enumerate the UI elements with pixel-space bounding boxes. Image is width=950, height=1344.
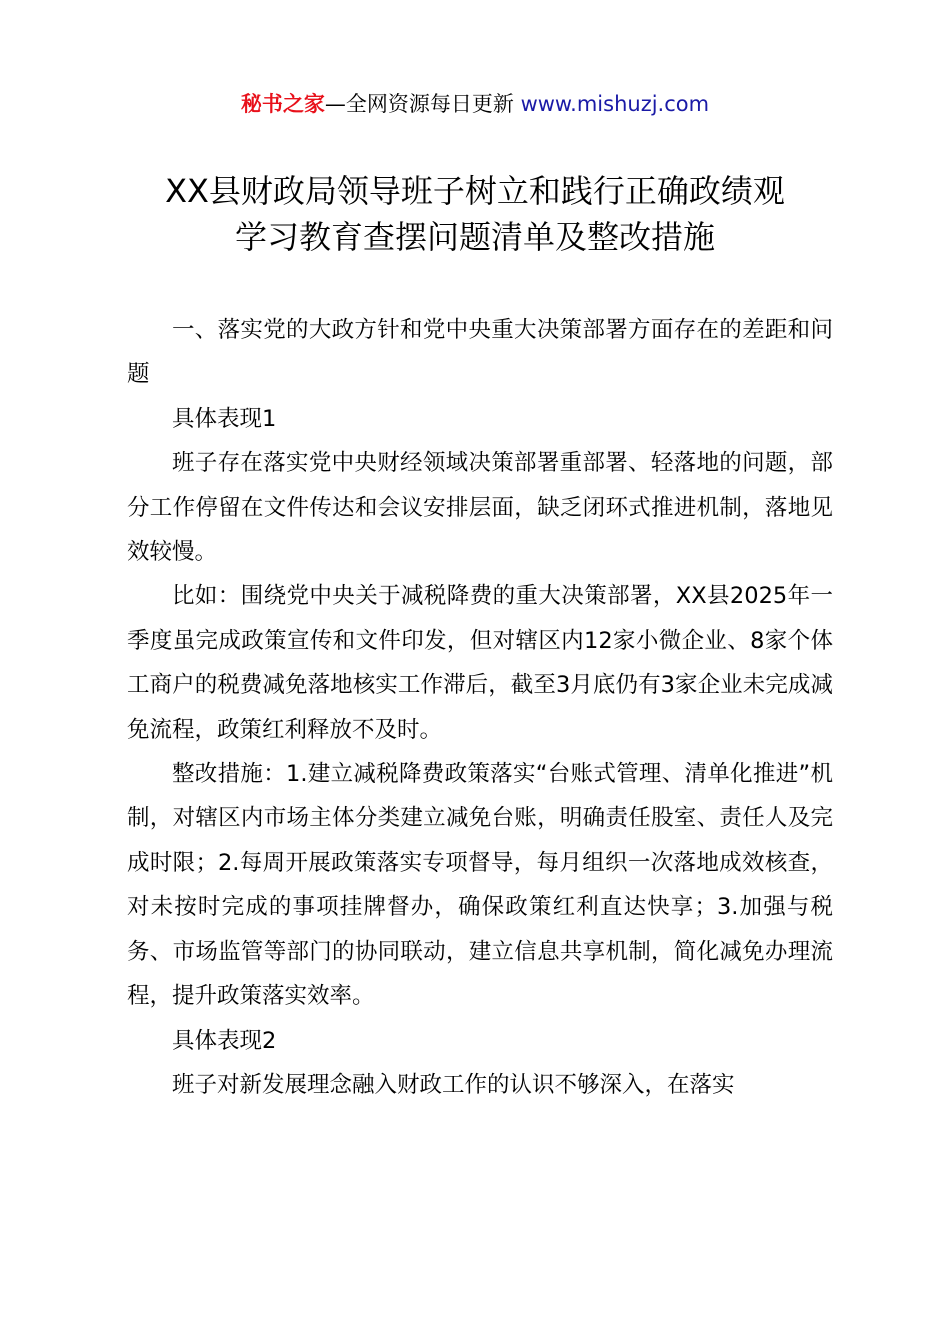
brand-name: 秘书之家 xyxy=(240,92,325,116)
problem-paragraph: 班子对新发展理念融入财政工作的认识不够深入，在落实 xyxy=(172,1071,735,1098)
title-line-2: 学习教育查摆问题清单及整改措施 xyxy=(234,218,715,256)
title-line-1: XX县财政局领导班子树立和践行正确政绩观 xyxy=(165,172,785,210)
problem-paragraph: 班子存在落实党中央财经领域决策部署重部署、轻落地的问题，部分工作停留在文件传达和会议安排层面，缺乏闭环式推进机制，落地见效较慢。 xyxy=(127,450,833,566)
header-slogan: —全网资源每日更新 xyxy=(324,92,514,116)
measures-paragraph: 整改措施：1.建立减税降费政策落实“台账式管理、清单化推进”机制，对辖区内市场主体分类建立减免台账，明确责任股室、责任人及完成时限；2.每周开展政策落实专项督导，每月组织一次落地成效核查，对未按时完成的事项挂牌督办，确保政策红利直达快享；3.加强与税务、市场监管等部门的协同联动，建立信息共享机制，简化减免办理流程，提升政策落实效率。 xyxy=(127,761,833,1010)
site-url-link[interactable]: www.mishuzj.com xyxy=(520,92,710,116)
watermark-header xyxy=(0,88,950,120)
item-heading: 具体表现1 xyxy=(172,405,277,432)
section-heading: 一、落实党的大政方针和党中央重大决策部署方面存在的差距和问题 xyxy=(127,317,833,388)
document-body xyxy=(127,308,833,1107)
document-title xyxy=(0,168,950,260)
item-heading: 具体表现2 xyxy=(172,1027,277,1054)
example-paragraph: 比如：围绕党中央关于减税降费的重大决策部署，XX县2025年一季度虽完成政策宣传和文件印发，但对辖区内12家小微企业、8家个体工商户的税费减免落地核实工作滞后，截至3月底仍有3家企业未完成减免流程，政策红利释放不及时。 xyxy=(127,583,833,743)
